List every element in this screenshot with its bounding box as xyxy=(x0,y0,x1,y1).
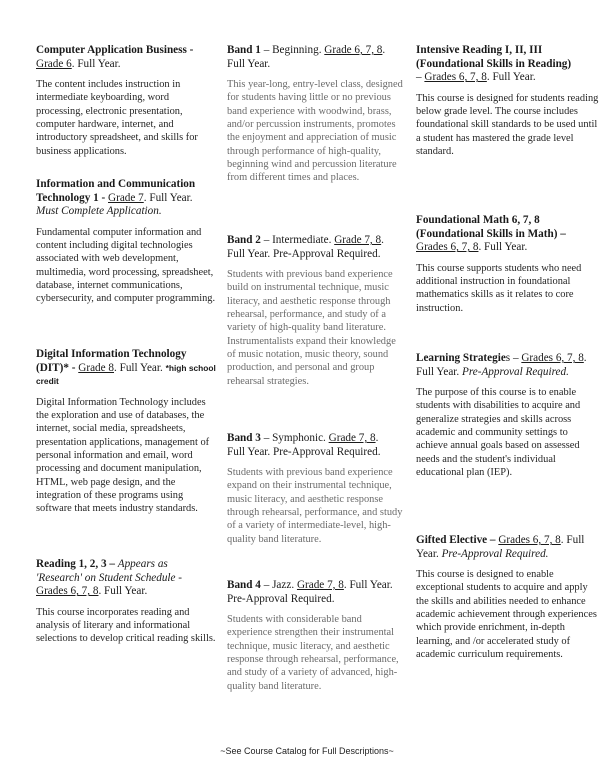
duration: . Full Year. xyxy=(143,191,193,204)
course-description: This course incorporates reading and analysis of literary and informational selections to develop critical reading skills. xyxy=(36,606,216,645)
duration: . Full Year. xyxy=(478,241,528,254)
course-dit xyxy=(36,348,216,515)
course-title: Learning Strategie xyxy=(416,352,506,364)
punct: . xyxy=(382,44,386,56)
course-description: The purpose of this course is to enable students with disabilities to acquire and generalize strategies and skills across academic and community settings to achieve annual goals based on assessed needs and the student's individual educational plan (IEP). xyxy=(416,387,581,478)
grade-link: Grade 7, 8 xyxy=(296,579,344,591)
course-heading xyxy=(227,432,407,459)
title-tail: s – xyxy=(505,352,519,364)
course-ict-1 xyxy=(36,178,216,306)
course-heading xyxy=(36,178,216,219)
course-band-1 xyxy=(227,44,407,185)
grade-link: Grade 7, 8 xyxy=(334,234,382,246)
course-title: Reading 1, 2, 3 – xyxy=(36,558,115,570)
course-heading xyxy=(36,348,216,389)
course-title: Band 1 xyxy=(227,44,261,56)
course-heading xyxy=(416,44,602,85)
course-description: This year-long, entry-level class, designed for students having little or no previous band experience with woodwind, brass, and/or percussion instruments, promotes the enjoyment and appreciation of music through performance of high-quality, beginning wind and percussion literature from different times and places. xyxy=(227,79,403,184)
course-note: Pre-Approval Required. xyxy=(441,547,549,560)
course-band-3 xyxy=(227,432,407,546)
course-description: The content includes instruction in intermediate keyboarding, word processing, electronic presentation, computer hardware, internet, and introductory spreadsheet, and skills for business applications. xyxy=(36,79,198,157)
course-gifted-elective xyxy=(416,534,602,661)
grade-link: Grades 6, 7, 8 xyxy=(424,71,487,84)
course-description: Fundamental computer information and content including digital technologies associated with web development, multimedia, word processing, spreadsheet, database, internet communications, cybersecurity, and computer programming. xyxy=(36,226,216,305)
course-computer-application-business xyxy=(36,44,216,158)
course-title: Intensive Reading I, II, III (Foundational Skills in Reading) xyxy=(416,44,572,70)
duration: . Full Year. xyxy=(343,579,393,591)
course-level: – Symphonic. xyxy=(263,432,326,444)
course-description: This course is designed to enable exceptional students to acquire and apply the skills and abilities needed to enhance academic achievement through experiences which provide enrichment, in-depth learning, and /or accelerated study of academic curriculum requirements. xyxy=(416,569,597,660)
grade-link: Grades 6, 7, 8 xyxy=(416,241,479,254)
course-note: Full Year. xyxy=(227,57,271,70)
course-heading xyxy=(227,234,407,261)
course-note: Must Complete Application. xyxy=(36,205,162,218)
duration: . Full Year. xyxy=(98,585,148,598)
grade-link: Grade 7 xyxy=(108,191,144,204)
course-note: Full Year. Pre-Approval Required. xyxy=(227,445,381,458)
course-heading xyxy=(416,214,602,255)
course-note: *high school credit xyxy=(36,362,216,387)
course-description: This course supports students who need additional instruction in foundational mathematics skills as it relates to core instruction. xyxy=(416,262,582,314)
course-level: – Jazz. xyxy=(263,579,295,591)
course-band-4 xyxy=(227,579,407,693)
course-title: Band 4 xyxy=(227,579,261,591)
course-note: Full Year. Pre-Approval Required. xyxy=(227,247,381,260)
grade-link: Grade 6, 7, 8 xyxy=(324,44,383,56)
course-description: Digital Information Technology includes the exploration and use of databases, the internet, social media, spreadsheets, presentation applications, management of personal information and email, word processing and document manipulation, HTML, web page design, and the integration of these programs using software that meets industry standards. xyxy=(36,396,210,515)
course-title: Digital Information Technology (DIT)* - xyxy=(36,348,187,374)
grade-link: Grade 6 xyxy=(36,57,72,70)
course-note: Pre-Approval Required. xyxy=(462,365,569,378)
course-learning-strategies xyxy=(416,352,602,479)
punct: . xyxy=(381,234,384,246)
duration: . Full Year. xyxy=(114,361,163,374)
course-title: Foundational Math 6, 7, 8 (Foundational Skills in Math) – xyxy=(416,214,566,240)
course-description: Students with previous band experience expand on their instrumental technique, music literacy, and aesthetic response through rehearsal, performance, and study of a variety of intermediate-level, high-quality band literature. xyxy=(227,467,403,545)
course-description: Students with previous band experience build on instrumental technique, music literacy, and aesthetic response through rehearsal, performance, and study of a variety of high-quality band literature. Instrumentalists expand their knowledge of music notation, music theory, sound production, and personal and group rehearsal strategies. xyxy=(227,269,396,387)
grade-link: Grade 7, 8 xyxy=(328,432,376,444)
course-title: Gifted Elective – xyxy=(416,534,496,546)
course-description: Students with considerable band experience strengthen their instrumental technique, music literacy, and aesthetic response through rehearsal, performance, and study of a variety of advanced, high-quality band literature. xyxy=(227,614,399,692)
course-title: Band 3 xyxy=(227,432,261,444)
course-subtitle: Appears as 'Research' on Student Schedule - xyxy=(36,558,183,584)
course-heading xyxy=(227,44,407,71)
grade-link: Grade 8 xyxy=(78,361,114,374)
course-note: Pre-Approval Required. xyxy=(227,592,335,605)
course-band-2 xyxy=(227,234,407,388)
duration: . Full Year. xyxy=(71,57,121,70)
course-heading xyxy=(36,558,216,599)
course-level: – Beginning. xyxy=(263,44,322,56)
course-reading xyxy=(36,558,216,646)
punct: . xyxy=(375,432,379,444)
duration: . Full Year. xyxy=(416,352,587,378)
course-heading xyxy=(416,352,602,379)
course-title: Computer Application Business - xyxy=(36,44,194,56)
course-heading xyxy=(227,579,407,606)
course-level: – Intermediate. xyxy=(263,234,332,246)
course-heading xyxy=(36,44,216,71)
course-title: Information and Communication Technology 1 - xyxy=(36,178,196,204)
duration: . Full Year. xyxy=(416,534,585,560)
course-title: Band 2 xyxy=(227,234,261,246)
grade-link: Grades 6, 7, 8 xyxy=(521,352,584,364)
duration: . Full Year. xyxy=(486,71,536,84)
course-heading xyxy=(416,534,602,561)
grade-link: Grades 6, 7, 8 xyxy=(498,534,561,546)
course-description: This course is designed for students reading below grade level. The course includes foundational skill standards to be used until a student has mastered the grade level standard. xyxy=(416,92,599,157)
grade-link: Grades 6, 7, 8 xyxy=(36,585,99,598)
course-foundational-math xyxy=(416,214,602,315)
footer-note: ~See Course Catalog for Full Descriptions~ xyxy=(220,746,394,756)
dash: – xyxy=(416,71,422,84)
course-intensive-reading xyxy=(416,44,602,158)
